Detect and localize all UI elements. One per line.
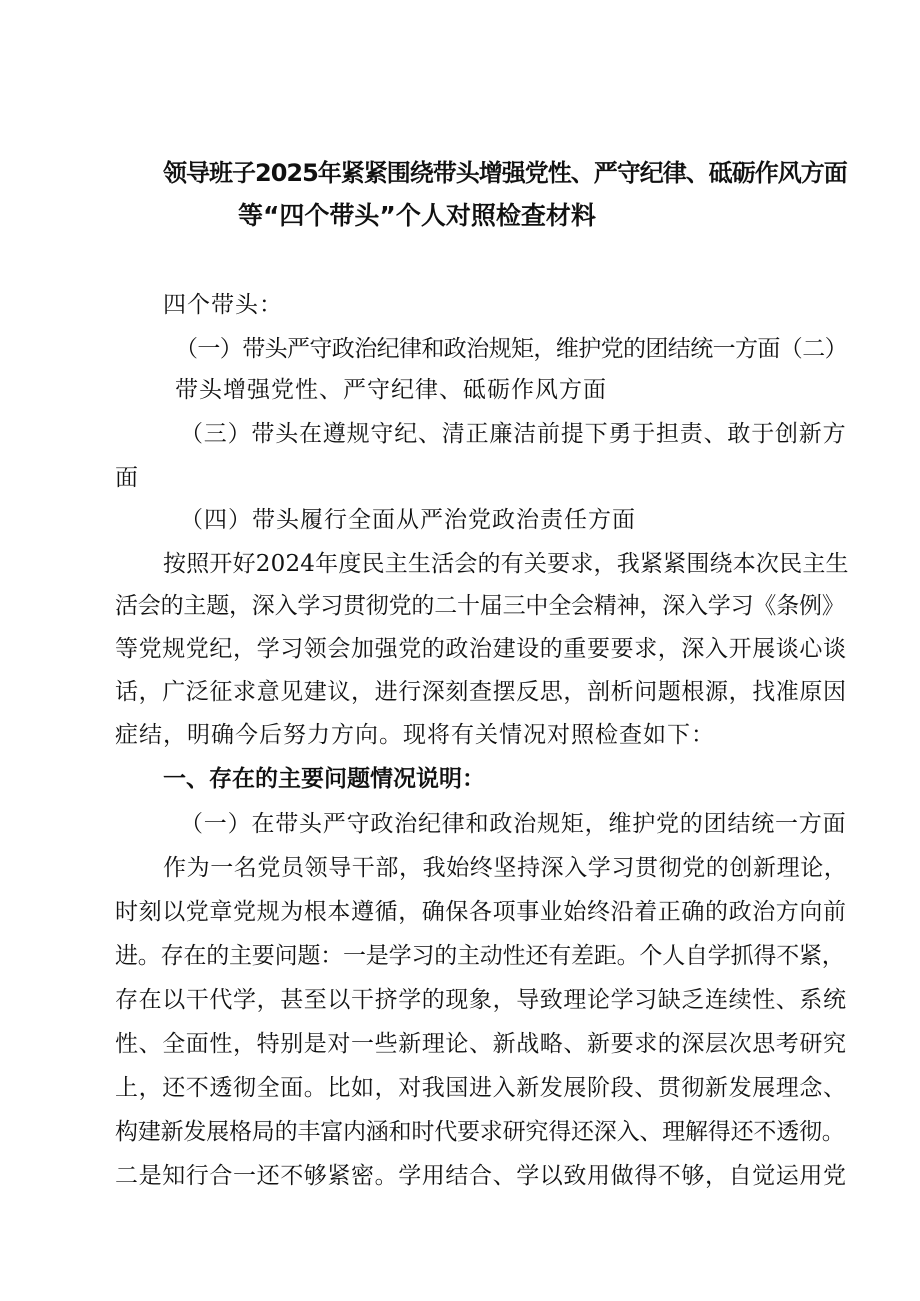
paragraph-2-line-7: 构建新发展格局的丰富内涵和时代要求研究得还深入、理解得还不透彻。 <box>115 1119 845 1145</box>
intro-label: 四个带头： <box>163 292 283 318</box>
item-3-line-1: （三）带头在遵规守纪、清正廉洁前提下勇于担责、敢于创新方 <box>180 421 847 447</box>
document-title-line-1: 领导班子2025年紧紧围绕带头增强党性、严守纪律、砥砺作风方面 <box>163 159 847 187</box>
paragraph-1-line-5: 症结，明确今后努力方向。现将有关情况对照检查如下： <box>115 722 715 748</box>
paragraph-2-line-4: 存在以干代学，甚至以干挤学的现象，导致理论学习缺乏连续性、系统 <box>115 987 847 1013</box>
item-1-line-1: （一）带头严守政治纪律和政治规矩，维护党的团结统一方面（二） <box>175 336 848 362</box>
paragraph-2-line-6: 上，还不透彻全面。比如，对我国进入新发展阶段、贯彻新发展理念、 <box>115 1075 847 1101</box>
document-title-line-2: 等“四个带头”个人对照检查材料 <box>238 201 596 230</box>
paragraph-1-line-2: 活会的主题，深入学习贯彻党的二十届三中全会精神，深入学习《条例》 <box>115 593 845 619</box>
paragraph-2-line-2: 时刻以党章党规为根本遵循，确保各项事业始终沿着正确的政治方向前 <box>115 899 847 925</box>
item-1-line-2: 带头增强党性、严守纪律、砥砺作风方面 <box>175 377 607 403</box>
section-1-heading: 一、存在的主要问题情况说明： <box>163 766 485 792</box>
paragraph-2-line-3: 进。存在的主要问题：一是学习的主动性还有差距。个人自学抓得不紧， <box>115 943 845 969</box>
item-4: （四）带头履行全面从严治党政治责任方面 <box>180 507 636 533</box>
subsection-1-heading: （一）在带头严守政治纪律和政治规矩，维护党的团结统一方面 <box>180 811 847 837</box>
paragraph-2-line-5: 性、全面性，特别是对一些新理论、新战略、新要求的深层次思考研究 <box>115 1031 847 1057</box>
paragraph-1-line-1: 按照开好2024年度民主生活会的有关要求，我紧紧围绕本次民主生 <box>163 551 849 577</box>
paragraph-1-line-4: 话，广泛征求意见建议，进行深刻查摆反思，剖析问题根源，找准原因 <box>115 679 847 705</box>
item-3-line-2: 面 <box>115 465 139 491</box>
paragraph-2-line-1: 作为一名党员领导干部，我始终坚持深入学习贯彻党的创新理论， <box>163 855 848 881</box>
paragraph-2-line-8: 二是知行合一还不够紧密。学用结合、学以致用做得不够，自觉运用党 <box>115 1163 847 1189</box>
paragraph-1-line-3: 等党规党纪，学习领会加强党的政治建设的重要要求，深入开展谈心谈 <box>115 636 847 662</box>
